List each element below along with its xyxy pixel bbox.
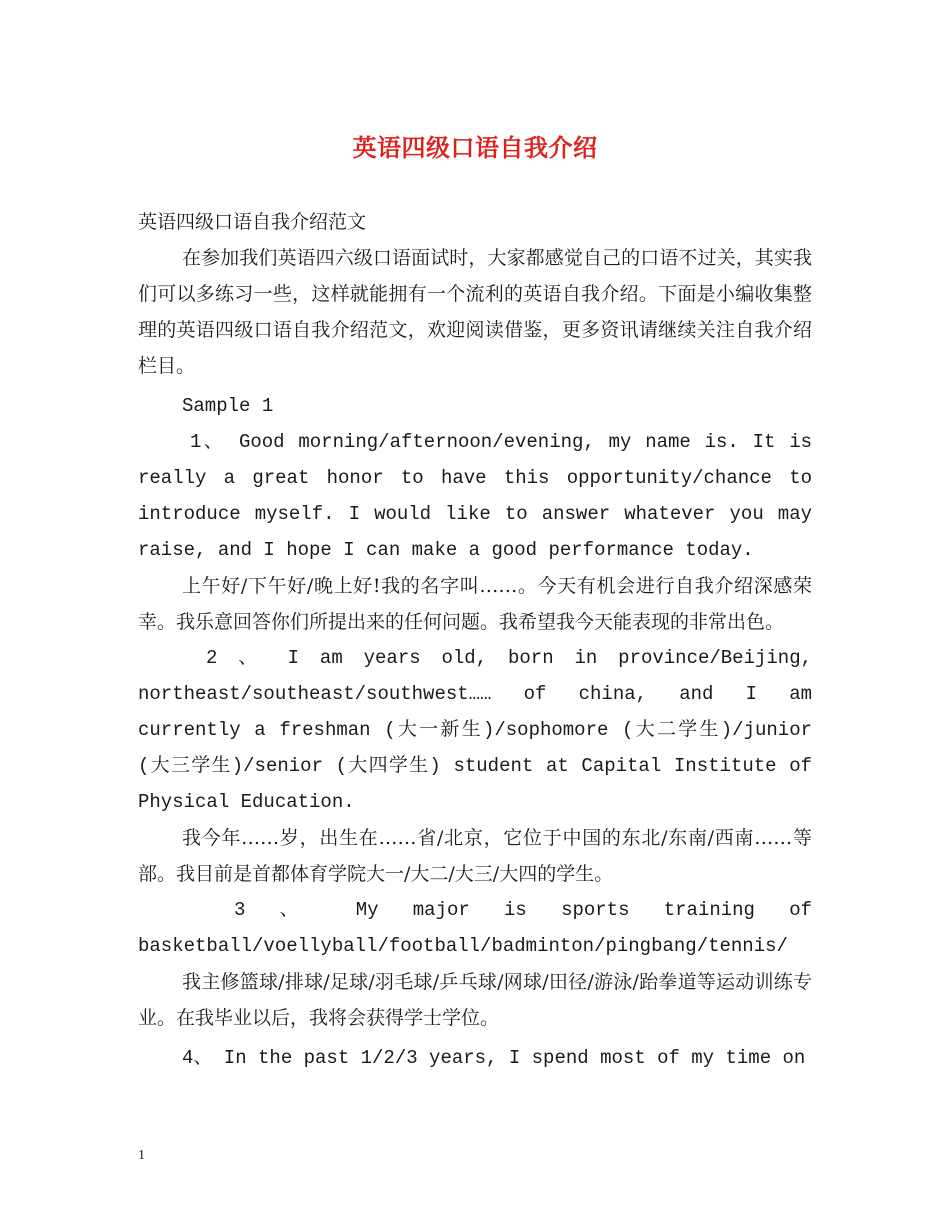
item2-chinese: 我今年……岁，出生在……省/北京，它位于中国的东北/东南/西南……等部。我目前是首都体育学院大一/大二/大三/大四的学生。 <box>138 827 812 885</box>
item1-english: 1、 Good morning/afternoon/evening, my name is. It is really a great honor to have this opportunity/chance to introduce myself. I would like to answer whatever you may raise, and I hope I can make a good performance today. <box>138 431 812 561</box>
page-number: 1 <box>138 1148 145 1163</box>
document-title: 英语四级口语自我介绍 <box>352 133 598 162</box>
document-subtitle: 英语四级口语自我介绍范文 <box>138 211 367 233</box>
document-body <box>138 204 812 1076</box>
item2-english: 2 、 I am years old, born in province/Beijing, northeast/southeast/southwest…… of china, and I am currently a freshman (大一新生)/sophomore (大二学生)/junior (大三学生)/senior (大四学生) student at Capital Institute of Physical Education. <box>138 647 812 813</box>
item3-english: 3 、 My major is sports training of basketball/voellyball/football/badminton/pingbang/tennis/ <box>138 899 812 957</box>
intro-paragraph: 在参加我们英语四六级口语面试时，大家都感觉自己的口语不过关，其实我们可以多练习一些，这样就能拥有一个流利的英语自我介绍。下面是小编收集整理的英语四级口语自我介绍范文，欢迎阅读借鉴，更多资讯请继续关注自我介绍栏目。 <box>138 247 812 377</box>
item1-chinese: 上午好/下午好/晚上好!我的名字叫……。今天有机会进行自我介绍深感荣幸。我乐意回答你们所提出来的任何问题。我希望我今天能表现的非常出色。 <box>138 575 812 633</box>
item4-english: 4、 In the past 1/2/3 years, I spend most of my time on <box>182 1047 806 1069</box>
item3-chinese: 我主修篮球/排球/足球/羽毛球/乒乓球/网球/田径/游泳/跆拳道等运动训练专业。在我毕业以后，我将会获得学士学位。 <box>138 971 812 1029</box>
sample-label: Sample 1 <box>182 395 274 417</box>
